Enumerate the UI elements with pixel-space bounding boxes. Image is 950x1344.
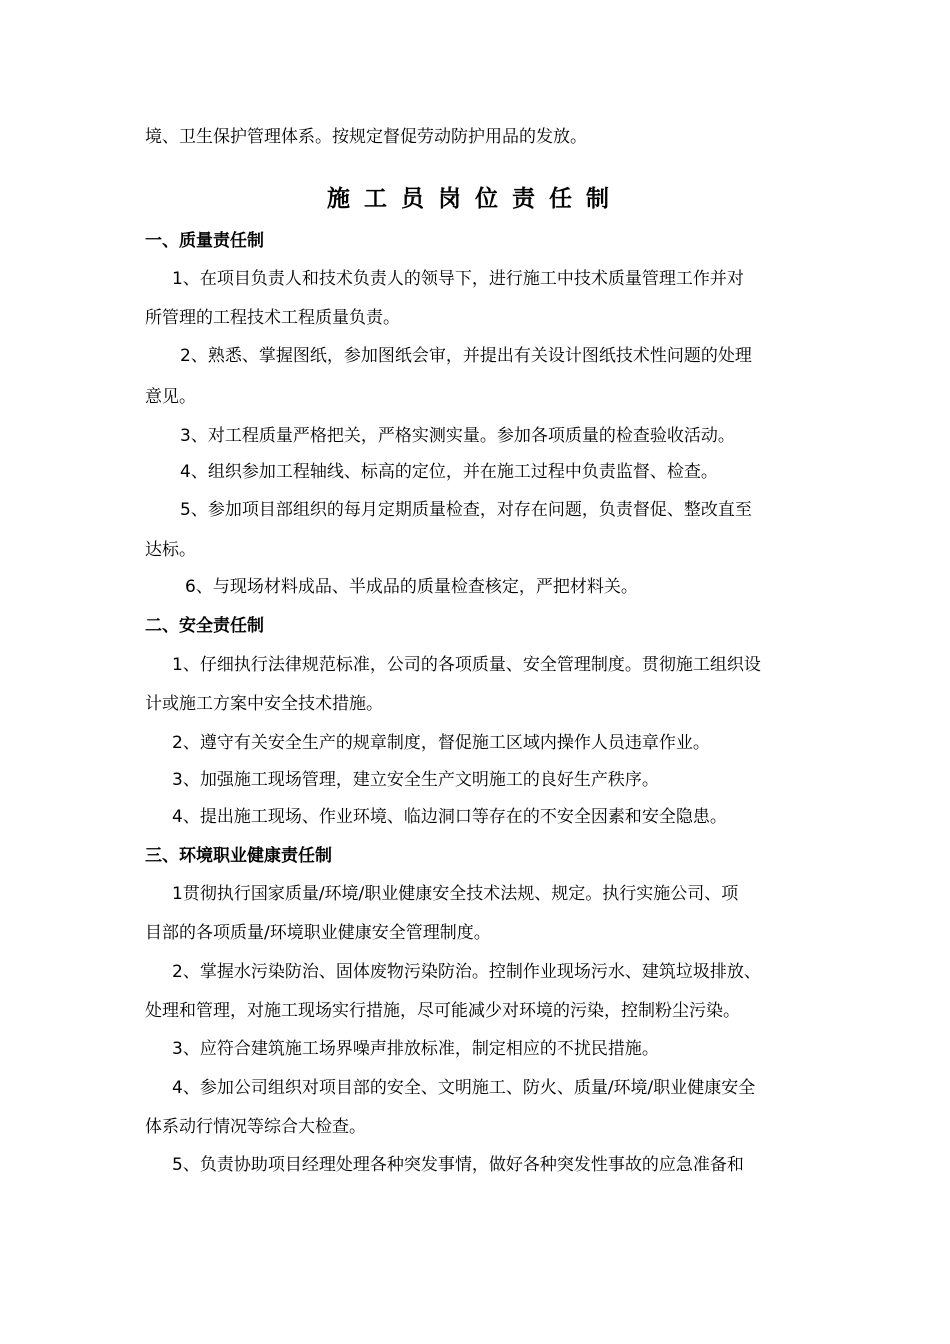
paragraph-line: 5、负责协助项目经理处理各种突发事情，做好各种突发性事故的应急准备和 — [172, 1155, 744, 1175]
section-heading-safety: 二、安全责任制 — [145, 616, 264, 636]
paragraph-line: 5、参加项目部组织的每月定期质量检查，对存在问题，负责督促、整改直至 — [180, 500, 752, 520]
paragraph-line: 4、参加公司组织对项目部的安全、文明施工、防火、质量/环境/职业健康安全 — [172, 1078, 756, 1098]
paragraph-line: 2、熟悉、掌握图纸，参加图纸会审，并提出有关设计图纸技术性问题的处理 — [180, 346, 752, 366]
paragraph-line: 4、组织参加工程轴线、标高的定位，并在施工过程中负责监督、检查。 — [180, 462, 718, 482]
paragraph-line: 3、对工程质量严格把关，严格实测实量。参加各项质量的检查验收活动。 — [180, 426, 735, 446]
paragraph-line: 所管理的工程技术工程质量负责。 — [145, 308, 400, 328]
paragraph-line: 处理和管理，对施工现场实行措施，尽可能减少对环境的污染，控制粉尘污染。 — [145, 1001, 740, 1021]
paragraph-line: 3、加强施工现场管理，建立安全生产文明施工的良好生产秩序。 — [172, 770, 659, 790]
paragraph-line: 2、遵守有关安全生产的规章制度，督促施工区域内操作人员违章作业。 — [172, 733, 710, 753]
section-heading-quality: 一、质量责任制 — [145, 231, 264, 251]
paragraph-line: 4、提出施工现场、作业环境、临边洞口等存在的不安全因素和安全隐患。 — [172, 807, 727, 827]
paragraph-line: 2、掌握水污染防治、固体废物污染防治。控制作业现场污水、建筑垃圾排放、 — [172, 962, 761, 982]
section-heading-environment: 三、环境职业健康责任制 — [145, 846, 332, 866]
paragraph-line: 1、在项目负责人和技术负责人的领导下，进行施工中技术质量管理工作并对 — [172, 269, 744, 289]
paragraph-line: 体系动行情况等综合大检查。 — [145, 1117, 366, 1137]
paragraph-line: 计或施工方案中安全技术措施。 — [145, 694, 383, 714]
paragraph-line: 3、应符合建筑施工场界噪声排放标准，制定相应的不扰民措施。 — [172, 1039, 659, 1059]
paragraph-line: 1、仔细执行法律规范标准，公司的各项质量、安全管理制度。贯彻施工组织设 — [172, 655, 761, 675]
page-title: 施工员岗位责任制 — [327, 186, 623, 212]
paragraph-line: 1贯彻执行国家质量/环境/职业健康安全技术法规、规定。执行实施公司、项 — [172, 884, 739, 904]
intro-line: 境、卫生保护管理体系。按规定督促劳动防护用品的发放。 — [145, 127, 587, 147]
paragraph-line: 达标。 — [145, 540, 196, 560]
paragraph-line: 目部的各项质量/环境职业健康安全管理制度。 — [145, 923, 491, 943]
paragraph-line: 6、与现场材料成品、半成品的质量检查核定，严把材料关。 — [185, 577, 638, 597]
paragraph-line: 意见。 — [145, 387, 196, 407]
